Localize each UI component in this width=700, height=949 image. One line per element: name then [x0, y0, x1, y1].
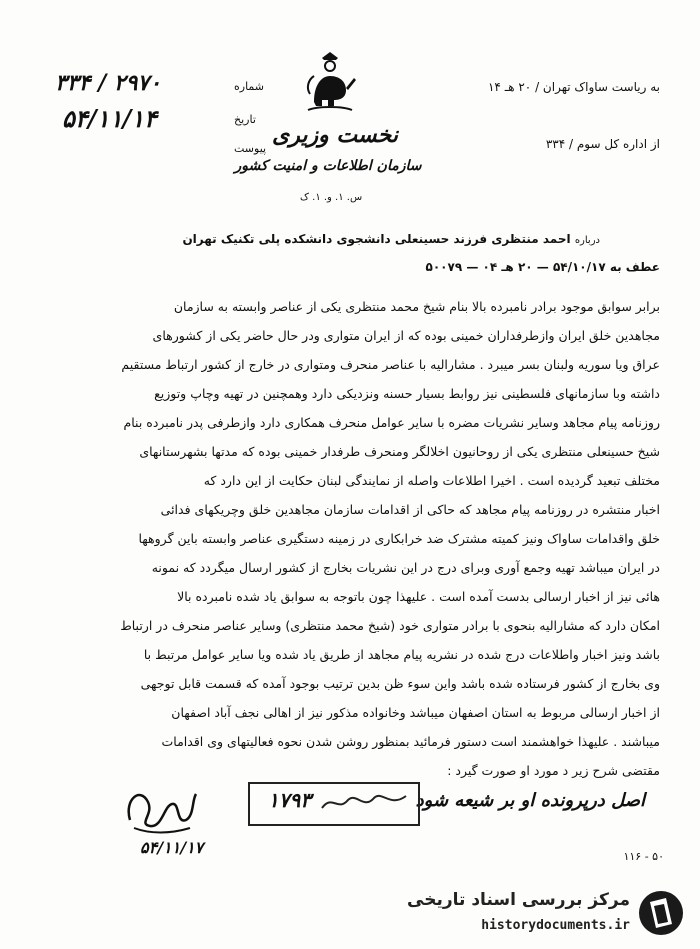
body-line: خلق واقدامات ساواک ونیز کمیته مشترک ضد خرابکاری در زمینه دستگیری عناصر وابسته باین گروهها — [138, 531, 660, 546]
body-line: از اخبار ارسالی مربوط به استان اصفهان میباشد وخانواده مذکور نیز از اهالی نجف آباد اصفهان — [171, 705, 660, 720]
date-value: ۵۴/۱۱/۱۴ — [62, 104, 157, 133]
subject-label: درباره — [574, 235, 600, 246]
body-line: هائی نیز از اخبار ارسالی بدست آمده است . علیهذا چون باتوجه به سوابق یاد شده نامبرده بالا — [177, 589, 660, 604]
letter-body — [40, 292, 660, 785]
org-code: س. ۱. و. ۱. ک — [300, 192, 363, 203]
body-line: میباشند . علیهذا خواهشمند است دستور فرمائید بمنظور روشن شدن نحوه فعالیتهای وی اقدامات — [161, 734, 660, 749]
body-line: وی بخارج از کشور فرستاده شده باشد واین سوء ظن بدین ترتیب بوجود آمده که قسمت قابل توجهی — [140, 676, 660, 691]
archive-brand: مرکز بررسی اسناد تاریخی — [407, 890, 630, 910]
date-label: تاریخ — [234, 113, 256, 126]
archive-url: historydocuments.ir — [481, 918, 630, 933]
body-line: عراق ویا سوریه ولبنان بسر میبرد . مشارالیه با عناصر منحرف ومتواری در خارج از کشور ارتباط مستقیم — [121, 357, 660, 372]
body-line: اخبار منتشره در روزنامه پیام مجاهد که حاکی از اقدامات سازمان مجاهدین خلق وچریکهای فدائی — [160, 502, 660, 517]
body-line: امکان دارد که مشارالیه بنحوی با برادر متواری خود (شیخ محمد منتظری) وسایر عناصر منحرف در ارتباط — [120, 618, 660, 633]
attachment-label: پیوست — [234, 142, 267, 155]
form-code: ۱۱۶ - ۵۰ — [623, 850, 664, 863]
body-line: داشته وبا سازمانهای فلسطینی نیز روابط بسیار حسنه ونزدیکی دارد وهمچنین در تهیه وچاپ وتوزیع — [154, 386, 660, 401]
lion-and-sun-emblem-icon — [300, 50, 360, 120]
stamp-box — [248, 782, 420, 826]
body-line: برابر سوابق موجود برادر نامبرده بالا بنام شیخ محمد منتظری یکی از عناصر وابسته به سازمان — [173, 299, 660, 314]
org-subtitle: سازمان اطلاعات و امنیت کشور — [234, 158, 422, 174]
subject-reference: عطف به ۵۴/۱۰/۱۷ — ۲۰ هـ ۰۴ — ۵۰۰۷۹ — [425, 260, 660, 274]
body-line: شیخ حسینعلی منتظری یکی از روحانیون اخلالگر ومنحرف طرفدار خمینی بوده که مدتها بشهرستانهای — [139, 444, 660, 459]
recipient-line: به ریاست ساواک تهران / ۲۰ هـ ۱۴ — [487, 80, 660, 94]
body-line: روزنامه پیام مجاهد وسایر نشریات مضره با سایر عوامل منحرف همکاری دارد وازطرفی پدر نامبرده بنام — [123, 415, 660, 430]
body-line: در ایران میباشد تهیه وجمع آوری وبرای درج در این نشریات بخارج از کشور ارسال میگردد که نمونه — [151, 560, 660, 575]
archive-logo-icon — [636, 888, 686, 938]
body-line: مقتضی شرح زیر د مورد او صورت گیرد : — [447, 763, 660, 778]
subject-line — [182, 232, 600, 246]
body-line: مختلف تبعید گردیده است . اخیرا اطلاعات واصله از نمایندگی لبنان حکایت از این دارد که — [203, 473, 660, 488]
from-line: از اداره کل سوم / ۳۳۴ — [545, 137, 660, 151]
number-value: ۳۳۴ / ۲۹۷۰ — [55, 70, 162, 96]
handwritten-note: اصل درپرونده او بر شیعه شود — [415, 790, 645, 811]
stamp-number: ۱۷۹۳ — [268, 788, 311, 812]
stamp-scribble-icon — [320, 790, 410, 816]
subject-text: احمد منتظری فرزند حسینعلی دانشجوی دانشکده پلی تکنیک تهران — [182, 232, 571, 246]
number-label: شماره — [234, 80, 265, 93]
body-line: باشد ونیز اخبار واطلاعات درج شده در نشریه پیام مجاهد از طریق یاد شده ویا سایر عوامل مرتبط با — [143, 647, 660, 662]
org-title: نخست وزیری — [272, 122, 398, 148]
body-line: مجاهدین خلق ایران وازطرفداران خمینی بوده که از ایران متواری ودر حال حاضر یکی از کشورهای — [152, 328, 660, 343]
handwritten-date: ۵۴/۱۱/۱۷ — [140, 838, 204, 857]
signature-icon — [120, 780, 200, 840]
